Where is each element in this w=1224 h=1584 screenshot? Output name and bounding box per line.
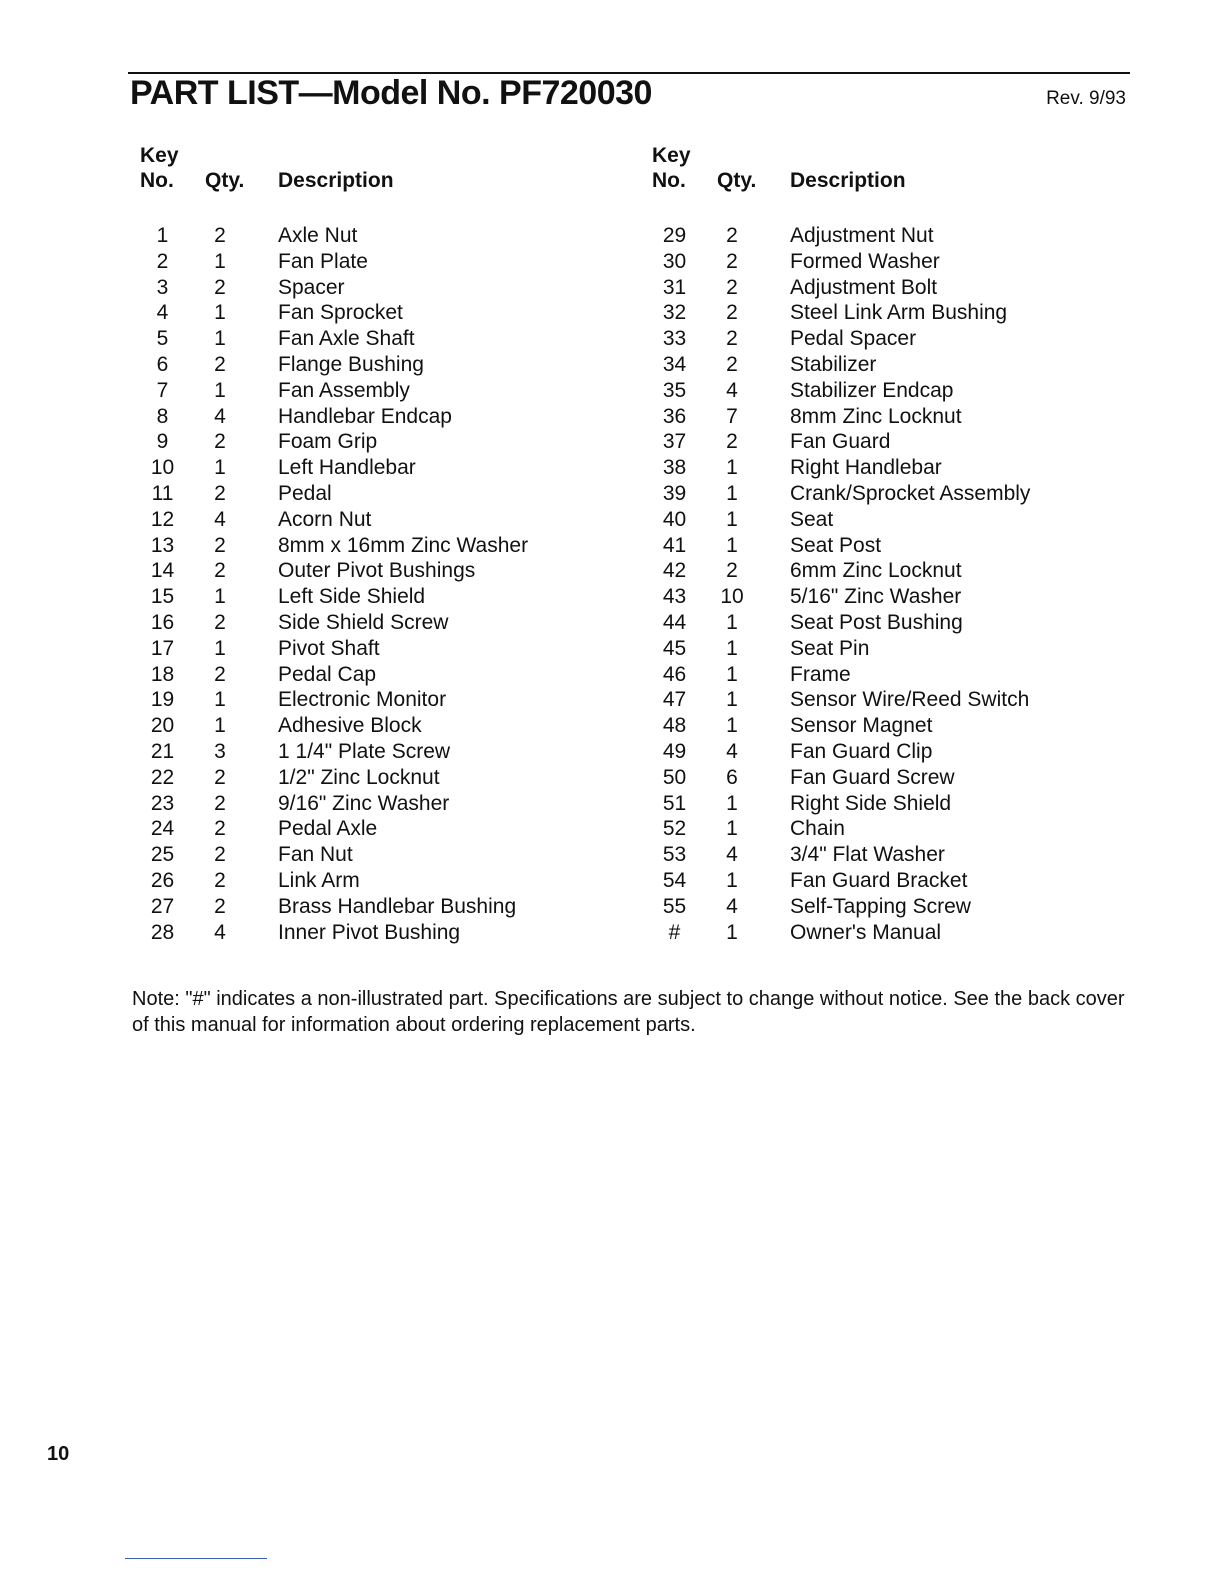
part-description: Side Shield Screw [278,610,449,634]
part-key-no: 36 [662,404,687,428]
part-description: Inner Pivot Bushing [278,920,461,944]
part-description: Fan Axle Shaft [278,327,415,351]
part-description: Adjustment Nut [790,224,934,247]
revision-label: Rev. 9/93 [1046,88,1126,109]
part-key-no: 8 [156,404,169,428]
part-qty: 2 [214,662,226,686]
header-description: Description [278,169,394,192]
part-key-no: 49 [662,739,687,763]
part-key-no: 9 [156,430,169,454]
part-description: 1/2" Zinc Locknut [278,765,440,789]
part-description: Adhesive Block [278,714,422,738]
part-key-no: # [668,920,681,944]
footer-rule [125,1558,267,1559]
part-qty: 2 [214,533,226,557]
part-description: Sensor Wire/Reed Switch [790,688,1030,712]
part-key-no: 7 [156,378,169,402]
part-key-no: 42 [662,559,687,583]
part-description: 9/16" Zinc Washer [278,791,450,815]
part-description: 8mm Zinc Locknut [790,404,962,428]
part-qty: 2 [726,352,738,376]
part-qty: 2 [214,791,226,815]
part-qty: 2 [214,224,226,247]
part-qty: 2 [214,765,226,789]
header-key: Key [140,144,179,167]
part-key-no: 23 [150,791,175,815]
part-qty: 2 [214,430,226,454]
part-key-no: 43 [662,585,687,609]
part-key-no: 50 [662,765,687,789]
part-key-no: 40 [662,507,687,531]
part-key-no: 3 [156,275,169,299]
part-qty: 1 [214,585,226,609]
part-qty: 2 [726,559,738,583]
part-qty: 3 [214,739,226,763]
part-description: Fan Guard Bracket [790,868,968,892]
part-description: Adjustment Bolt [790,275,938,299]
part-key-no: 47 [662,688,687,712]
part-key-no: 53 [662,843,687,867]
part-qty: 1 [214,249,226,273]
part-description: Pedal Cap [278,662,377,686]
part-qty: 1 [726,714,738,738]
part-qty: 1 [726,868,738,892]
header-key: Key [652,144,691,167]
part-qty: 2 [214,559,226,583]
part-key-no: 11 [151,481,174,505]
part-qty: 2 [214,817,226,841]
part-key-no: 39 [662,481,687,505]
page-title: PART LIST—Model No. PF720030 [130,74,652,112]
part-description: Left Side Shield [278,585,426,609]
part-description: Pedal Spacer [790,327,917,351]
part-description: Link Arm [278,868,360,892]
part-qty: 1 [726,920,738,944]
part-description: Spacer [278,275,345,299]
part-qty: 1 [726,507,738,531]
part-description: Pedal [278,481,332,505]
part-key-no: 15 [150,585,175,609]
part-qty: 2 [214,275,226,299]
part-qty: 4 [214,920,226,944]
part-description: Fan Assembly [278,378,410,402]
part-description: Pivot Shaft [278,636,380,660]
part-qty: 1 [726,817,738,841]
part-key-no: 29 [662,224,687,247]
part-description: Self-Tapping Screw [790,894,971,918]
part-description: Sensor Magnet [790,714,933,738]
part-description: Crank/Sprocket Assembly [790,481,1031,505]
part-description: Left Handlebar [278,456,416,480]
part-key-no: 19 [150,688,175,712]
part-description: Frame [790,662,851,686]
part-qty: 1 [214,636,226,660]
part-key-no: 51 [662,791,687,815]
part-qty: 1 [214,301,226,325]
part-qty: 2 [214,352,226,376]
page-number: 10 [47,1443,70,1465]
part-key-no: 54 [662,868,687,892]
part-key-no: 16 [150,610,175,634]
part-qty: 6 [726,765,738,789]
part-qty: 2 [214,843,226,867]
part-key-no: 30 [662,249,687,273]
header-no: No. [652,169,686,192]
part-key-no: 55 [662,894,687,918]
part-description: Stabilizer [790,352,877,376]
part-qty: 1 [214,714,226,738]
part-qty: 1 [726,456,738,480]
part-key-no: 14 [150,559,175,583]
part-key-no: 6 [156,352,169,376]
part-key-no: 31 [662,275,687,299]
part-description: Right Handlebar [790,456,942,480]
part-description: Seat [790,507,834,531]
part-key-no: 13 [150,533,175,557]
part-description: 3/4" Flat Washer [790,843,945,867]
part-qty: 2 [214,894,226,918]
part-key-no: 4 [156,301,169,325]
part-key-no: 27 [150,894,175,918]
part-qty: 1 [214,378,226,402]
part-key-no: 34 [662,352,687,376]
part-description: Fan Plate [278,249,368,273]
part-key-no: 32 [662,301,687,325]
part-description: Seat Post [790,533,882,557]
part-qty: 2 [214,481,226,505]
part-key-no: 21 [150,739,175,763]
part-qty: 4 [726,843,738,867]
part-key-no: 2 [156,249,169,273]
part-qty: 2 [726,327,738,351]
part-key-no: 18 [150,662,175,686]
part-description: Stabilizer Endcap [790,378,954,402]
part-key-no: 25 [150,843,175,867]
part-qty: 1 [214,327,226,351]
part-description: 1 1/4" Plate Screw [278,739,451,763]
part-description: Outer Pivot Bushings [278,559,476,583]
part-qty: 2 [726,224,738,247]
part-description: Electronic Monitor [278,688,447,712]
part-qty: 4 [214,404,226,428]
part-key-no: 22 [150,765,175,789]
part-qty: 1 [726,688,738,712]
part-qty: 1 [726,533,738,557]
part-description: Chain [790,817,845,841]
part-description: Right Side Shield [790,791,952,815]
part-qty: 1 [726,791,738,815]
part-key-no: 5 [156,327,169,351]
part-qty: 7 [726,404,738,428]
part-description: Seat Post Bushing [790,610,963,634]
part-key-no: 35 [662,378,687,402]
part-key-no: 45 [662,636,687,660]
part-description: 5/16" Zinc Washer [790,585,962,609]
part-description: Acorn Nut [278,507,372,531]
part-qty: 4 [726,894,738,918]
part-key-no: 17 [150,636,175,660]
part-qty: 4 [726,739,738,763]
part-description: Flange Bushing [278,352,424,376]
part-qty: 2 [214,610,226,634]
part-key-no: 44 [662,610,687,634]
part-key-no: 12 [150,507,175,531]
header-no: No. [140,169,174,192]
part-description: Fan Nut [278,843,353,867]
part-description: 8mm x 16mm Zinc Washer [278,533,529,557]
part-description: Fan Sprocket [278,301,403,325]
header-qty: Qty. [717,169,757,192]
part-key-no: 38 [662,456,687,480]
part-qty: 2 [726,430,738,454]
part-key-no: 10 [150,456,175,480]
part-description: Handlebar Endcap [278,404,452,428]
note-text: Note: "#" indicates a non-illustrated part. Specifications are subject to change without notice. See the back cover of this manual for information about ordering replacement parts. [132,988,1125,1036]
part-key-no: 46 [662,662,687,686]
part-qty: 2 [726,275,738,299]
part-description: Fan Guard [790,430,891,454]
part-description: Brass Handlebar Bushing [278,894,517,918]
part-qty: 1 [214,688,226,712]
part-qty: 1 [214,456,226,480]
part-description: Steel Link Arm Bushing [790,301,1008,325]
part-description: Formed Washer [790,249,940,273]
header-qty: Qty. [205,169,245,192]
part-qty: 4 [726,378,738,402]
part-key-no: 33 [662,327,687,351]
part-key-no: 26 [150,868,175,892]
part-qty: 1 [726,610,738,634]
part-description: Fan Guard Screw [790,765,955,789]
part-qty: 2 [726,249,738,273]
part-key-no: 1 [156,224,169,247]
header-description: Description [790,169,906,192]
part-description: Foam Grip [278,430,378,454]
part-description: 6mm Zinc Locknut [790,559,962,583]
part-key-no: 48 [662,714,687,738]
part-key-no: 20 [150,714,175,738]
part-description: Owner's Manual [790,920,942,944]
part-description: Seat Pin [790,636,870,660]
part-key-no: 41 [662,533,687,557]
part-qty: 1 [726,662,738,686]
part-description: Fan Guard Clip [790,739,933,763]
part-description: Pedal Axle [278,817,378,841]
part-qty: 10 [720,585,744,609]
part-qty: 1 [726,636,738,660]
part-key-no: 52 [662,817,687,841]
part-qty: 2 [726,301,738,325]
part-qty: 4 [214,507,226,531]
part-qty: 2 [214,868,226,892]
part-key-no: 37 [662,430,687,454]
part-key-no: 28 [150,920,175,944]
part-key-no: 24 [150,817,175,841]
part-description: Axle Nut [278,224,358,247]
part-qty: 1 [726,481,738,505]
